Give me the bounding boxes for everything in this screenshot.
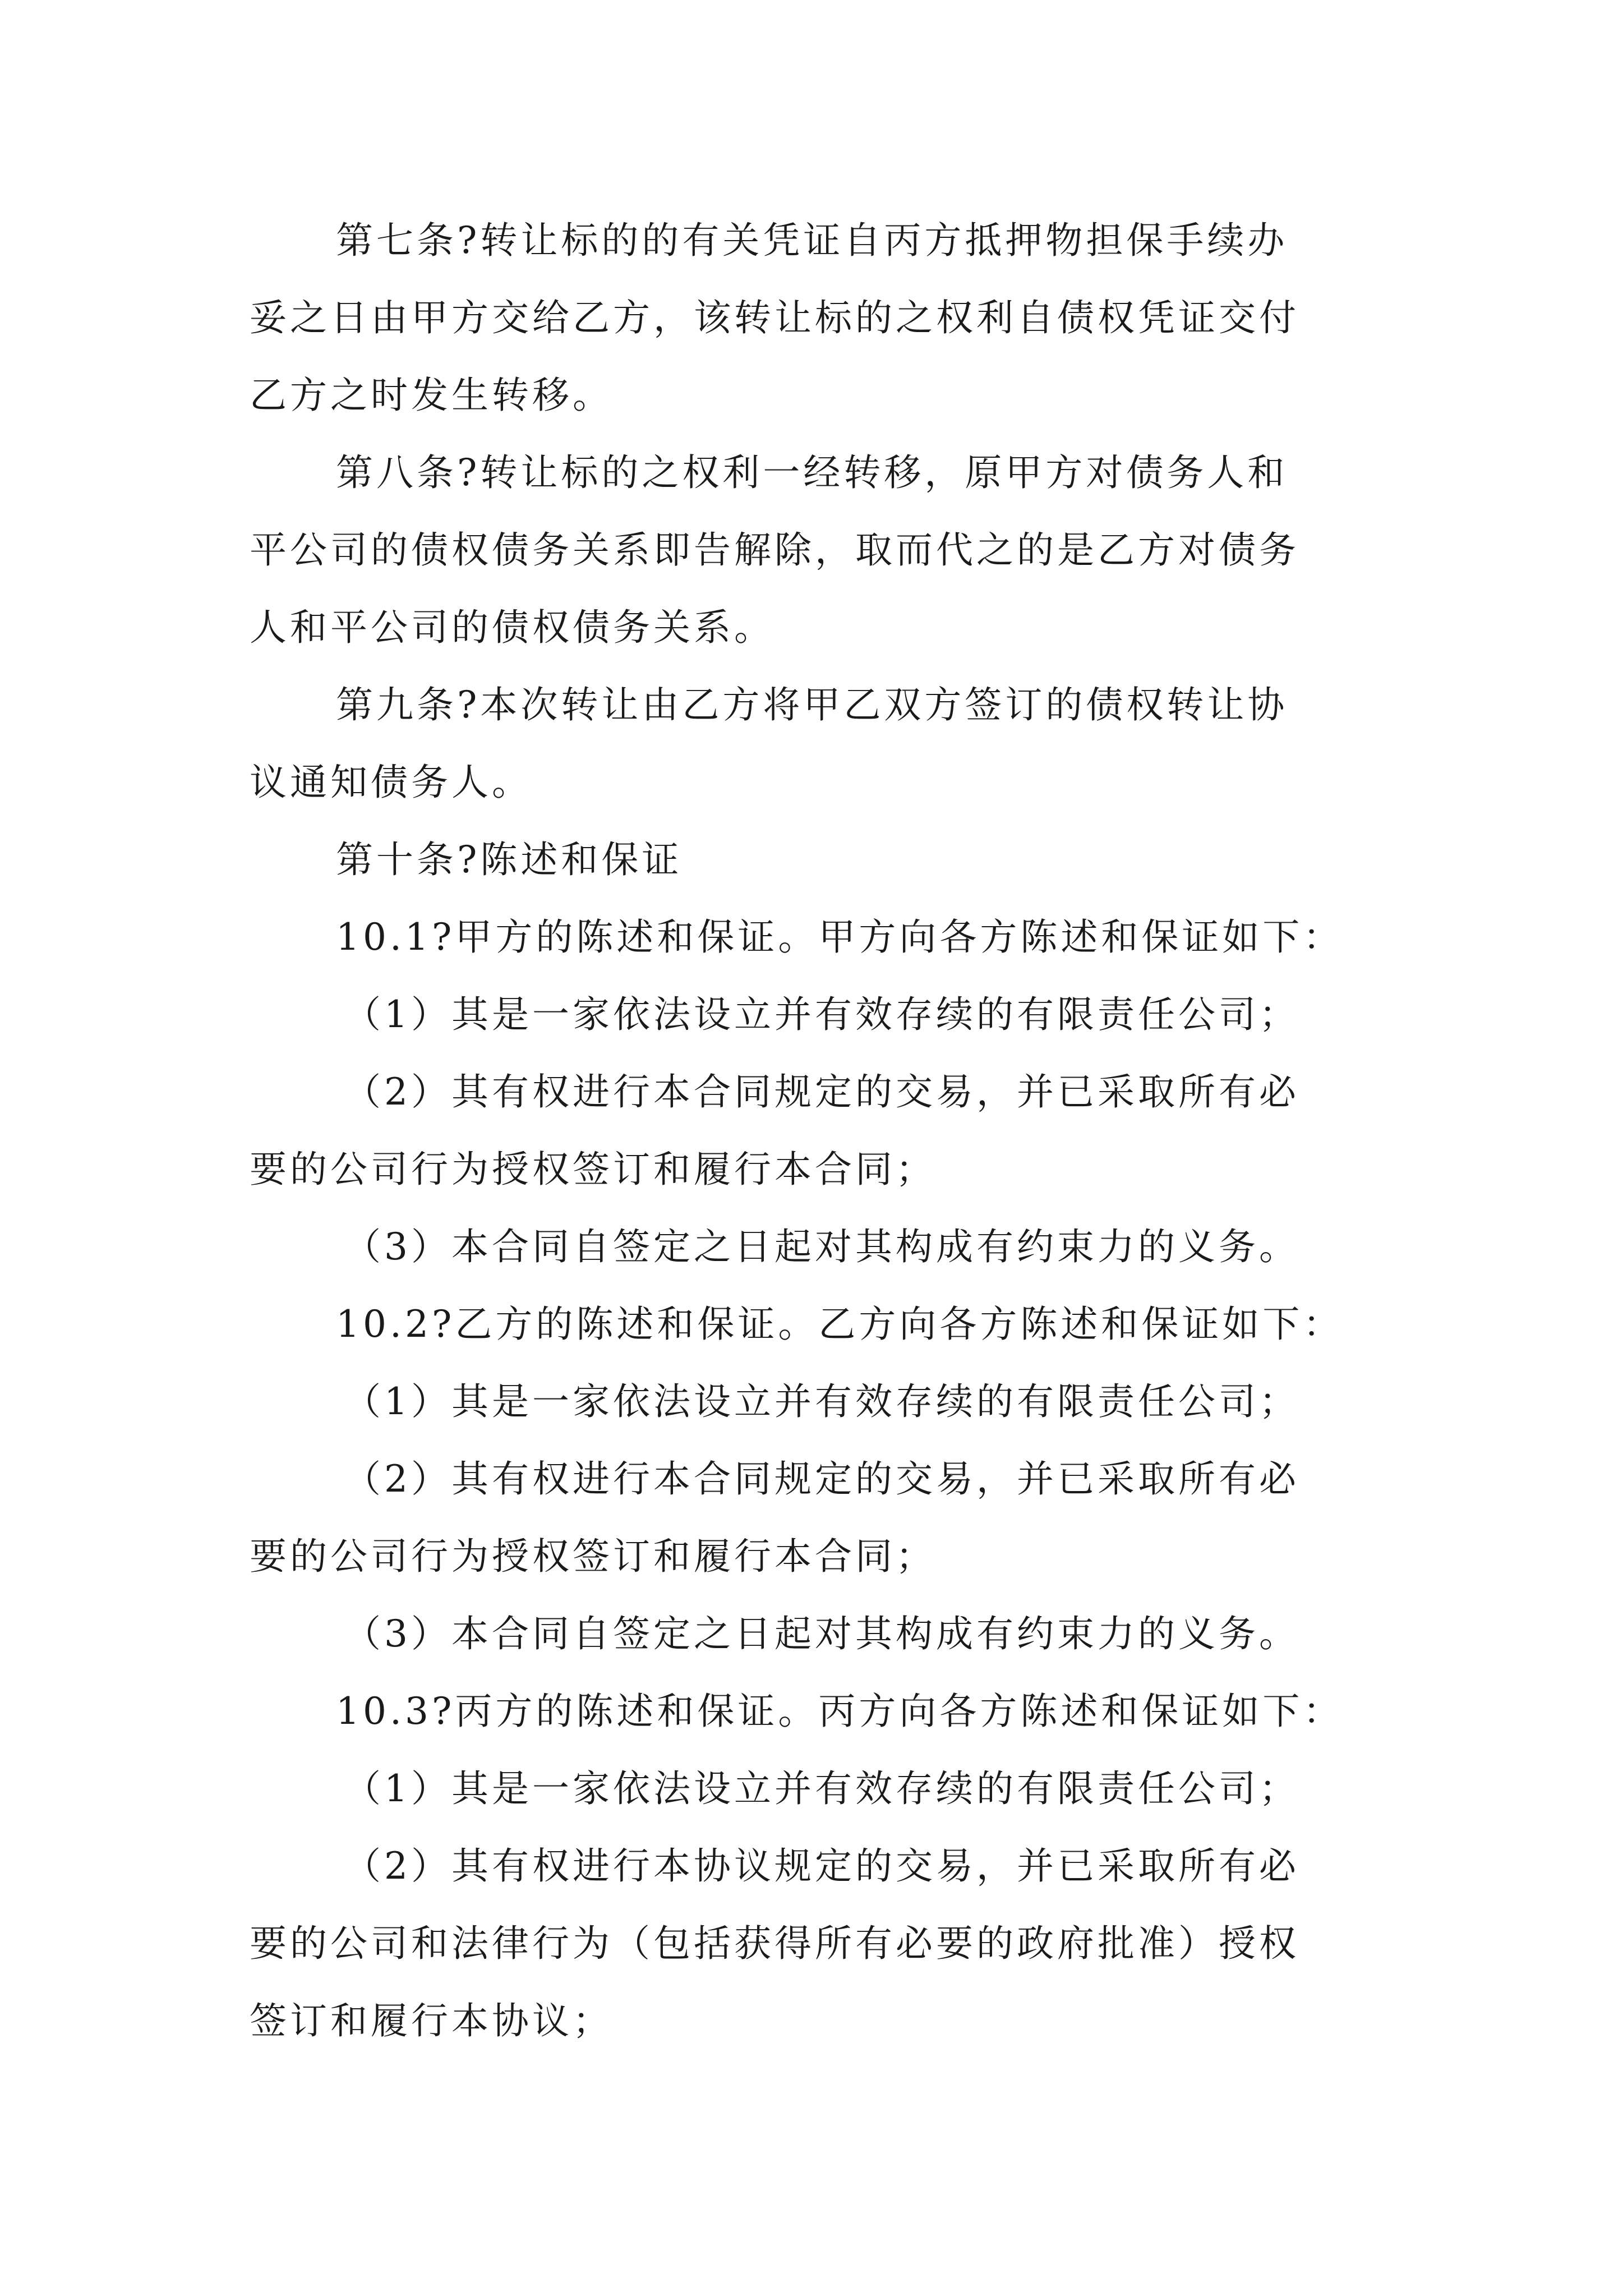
article-9-line-2: 议通知债务人。 [250, 761, 532, 804]
clause-10-1-item-2-line-1: （2）其有权进行本合同规定的交易，并已采取所有必 [344, 1070, 1299, 1114]
clause-10-1-item-3: （3）本合同自签定之日起对其构成有约束力的义务。 [344, 1225, 1299, 1268]
article-8-line-1: 第八条?转让标的之权利一经转移，原甲方对债务人和 [336, 451, 1288, 494]
clause-10-1-item-2-line-2: 要的公司行为授权签订和履行本合同； [250, 1148, 936, 1191]
clause-10-1-item-1: （1）其是一家依法设立并有效存续的有限责任公司； [344, 993, 1299, 1036]
clause-10-3-item-2-line-2: 要的公司和法律行为（包括获得所有必要的政府批准）授权 [250, 1922, 1299, 1965]
document-body [250, 202, 1394, 2060]
clause-10-2-item-1: （1）其是一家依法设立并有效存续的有限责任公司； [344, 1380, 1299, 1423]
article-10-heading: 第十条?陈述和保证 [336, 838, 683, 881]
article-7-line-2: 妥之日由甲方交给乙方，该转让标的之权利自债权凭证交付 [250, 296, 1299, 339]
clause-10-3-heading: 10.3?丙方的陈述和保证。丙方向各方陈述和保证如下： [336, 1690, 1344, 1733]
clause-10-1-heading: 10.1?甲方的陈述和保证。甲方向各方陈述和保证如下： [336, 915, 1344, 959]
clause-10-2-heading: 10.2?乙方的陈述和保证。乙方向各方陈述和保证如下： [336, 1303, 1344, 1346]
clause-10-3-item-2-line-1: （2）其有权进行本协议规定的交易，并已采取所有必 [344, 1844, 1299, 1888]
clause-10-2-item-2-line-2: 要的公司行为授权签订和履行本合同； [250, 1535, 936, 1578]
article-8-line-2: 平公司的债权债务关系即告解除，取而代之的是乙方对债务 [250, 528, 1299, 572]
article-7-line-3: 乙方之时发生转移。 [250, 374, 613, 417]
article-7-line-1: 第七条?转让标的的有关凭证自丙方抵押物担保手续办 [336, 219, 1288, 262]
clause-10-3-item-1: （1）其是一家依法设立并有效存续的有限责任公司； [344, 1767, 1299, 1810]
article-8-line-3: 人和平公司的债权债务关系。 [250, 606, 774, 649]
clause-10-2-item-3: （3）本合同自签定之日起对其构成有约束力的义务。 [344, 1612, 1299, 1655]
article-9-line-1: 第九条?本次转让由乙方将甲乙双方签订的债权转让协 [336, 683, 1288, 726]
clause-10-2-item-2-line-1: （2）其有权进行本合同规定的交易，并已采取所有必 [344, 1457, 1299, 1501]
clause-10-3-item-2-line-3: 签订和履行本协议； [250, 1999, 613, 2042]
